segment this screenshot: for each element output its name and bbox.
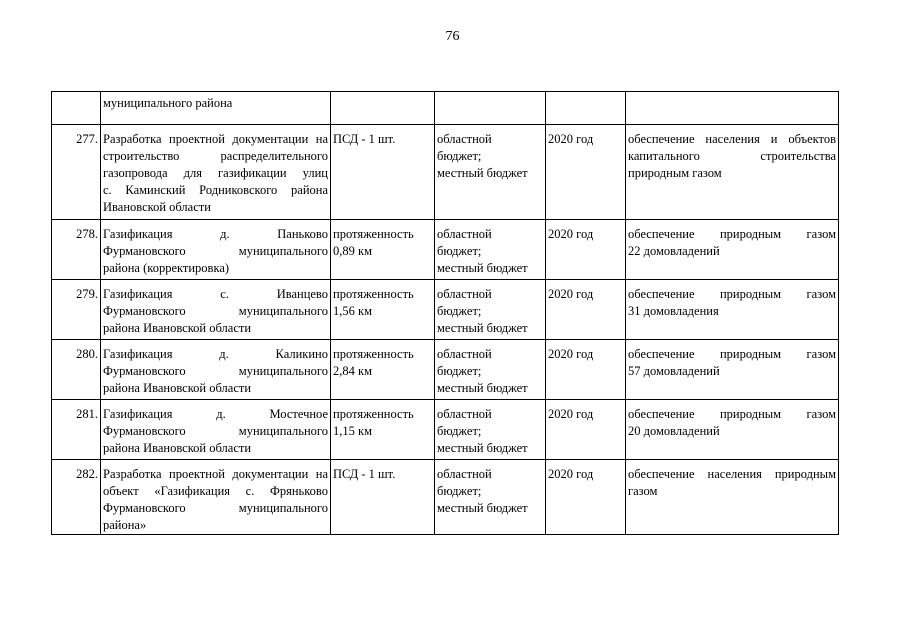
description-line: с. Каминский Родниковского района [103, 183, 328, 197]
row-number: 282. [76, 467, 98, 481]
capacity-line: ПСД - 1 шт. [333, 132, 396, 146]
table-row [52, 460, 839, 535]
description-line: Фурмановского муниципального [103, 364, 328, 378]
table-row [52, 125, 839, 220]
cell-description [101, 92, 331, 125]
capacity-line: протяженность [333, 227, 414, 241]
result-line: 20 домовладений [628, 424, 720, 438]
description-line: района Ивановской области [103, 381, 252, 395]
description-line: района (корректировка) [103, 261, 230, 275]
cell-funding [435, 340, 546, 400]
funding-line: областной [437, 227, 492, 241]
funding-line: бюджет; [437, 244, 482, 258]
cell-description [101, 280, 331, 340]
funding-line: бюджет; [437, 424, 482, 438]
cell-year [546, 92, 626, 125]
description-line: Газификация д. Паньково [103, 227, 328, 241]
cell-result [626, 92, 839, 125]
funding-line: областной [437, 407, 492, 421]
cell-funding [435, 125, 546, 220]
funding-line: областной [437, 287, 492, 301]
description-line: Газификация д. Мостечное [103, 407, 328, 421]
cell-result [626, 280, 839, 340]
year-text: 2020 год [548, 467, 594, 481]
row-number: 281. [76, 407, 98, 421]
cell-capacity [331, 280, 435, 340]
funding-line: местный бюджет [437, 321, 528, 335]
table-row [52, 280, 839, 340]
result-line: обеспечение природным газом [628, 287, 836, 301]
cell-year [546, 280, 626, 340]
cell-num [52, 125, 101, 220]
cell-result [626, 460, 839, 535]
result-line: природным газом [628, 166, 722, 180]
cell-description [101, 400, 331, 460]
cell-funding [435, 460, 546, 535]
result-line: 57 домовладений [628, 364, 720, 378]
description-line: Фурмановского муниципального [103, 424, 328, 438]
result-line: обеспечение природным газом [628, 407, 836, 421]
description-line: Фурмановского муниципального [103, 304, 328, 318]
description-line: Газификация д. Каликино [103, 347, 328, 361]
result-line: обеспечение природным газом [628, 347, 836, 361]
description-line: Ивановской области [103, 200, 211, 214]
year-text: 2020 год [548, 227, 594, 241]
cell-capacity [331, 340, 435, 400]
cell-funding [435, 220, 546, 280]
cell-num [52, 400, 101, 460]
result-line: капитального строительства [628, 149, 836, 163]
description-text: муниципального района [103, 96, 233, 110]
cell-year [546, 220, 626, 280]
cell-funding [435, 92, 546, 125]
cell-num [52, 340, 101, 400]
cell-funding [435, 400, 546, 460]
capacity-line: 0,89 км [333, 244, 372, 258]
capacity-line: протяженность [333, 347, 414, 361]
cell-funding [435, 280, 546, 340]
description-line: строительство распределительного [103, 149, 328, 163]
cell-num [52, 460, 101, 535]
funding-line: бюджет; [437, 149, 482, 163]
cell-capacity [331, 400, 435, 460]
capacity-line: 1,56 км [333, 304, 372, 318]
description-line: газопровода для газификации улиц [103, 166, 328, 180]
description-line: Разработка проектной документации на [103, 467, 328, 481]
page-number: 76 [445, 29, 460, 44]
capacity-line: протяженность [333, 407, 414, 421]
row-number: 280. [76, 347, 98, 361]
table-row [52, 220, 839, 280]
description-line: Разработка проектной документации на [103, 132, 328, 146]
year-text: 2020 год [548, 132, 594, 146]
row-number: 278. [76, 227, 98, 241]
funding-line: областной [437, 467, 492, 481]
result-line: обеспечение населения и объектов [628, 132, 836, 146]
cell-num [52, 220, 101, 280]
capacity-line: ПСД - 1 шт. [333, 467, 396, 481]
table-row [52, 400, 839, 460]
cell-description [101, 125, 331, 220]
cell-capacity [331, 92, 435, 125]
funding-line: местный бюджет [437, 166, 528, 180]
cell-year [546, 400, 626, 460]
cell-description [101, 340, 331, 400]
funding-line: бюджет; [437, 364, 482, 378]
year-text: 2020 год [548, 287, 594, 301]
funding-line: местный бюджет [437, 381, 528, 395]
table-row-continuation [52, 92, 839, 125]
cell-capacity [331, 125, 435, 220]
cell-year [546, 340, 626, 400]
funding-line: бюджет; [437, 304, 482, 318]
program-table [51, 91, 839, 535]
cell-description [101, 460, 331, 535]
row-number: 279. [76, 287, 98, 301]
cell-num [52, 92, 101, 125]
description-line: Фурмановского муниципального [103, 244, 328, 258]
cell-year [546, 460, 626, 535]
year-text: 2020 год [548, 347, 594, 361]
capacity-line: протяженность [333, 287, 414, 301]
description-line: района Ивановской области [103, 321, 252, 335]
result-line: 31 домовладения [628, 304, 719, 318]
result-line: обеспечение населения природным [628, 467, 836, 481]
cell-description [101, 220, 331, 280]
row-number: 277. [76, 132, 98, 146]
table-row [52, 340, 839, 400]
funding-line: местный бюджет [437, 261, 528, 275]
cell-capacity [331, 220, 435, 280]
cell-result [626, 125, 839, 220]
description-line: объект «Газификация с. Фряньково [103, 484, 328, 498]
funding-line: бюджет; [437, 484, 482, 498]
funding-line: областной [437, 132, 492, 146]
cell-result [626, 220, 839, 280]
cell-capacity [331, 460, 435, 535]
table-body [52, 92, 839, 535]
funding-line: областной [437, 347, 492, 361]
description-line: района» [103, 518, 147, 532]
cell-num [52, 280, 101, 340]
cell-result [626, 340, 839, 400]
funding-line: местный бюджет [437, 441, 528, 455]
cell-year [546, 125, 626, 220]
cell-result [626, 400, 839, 460]
capacity-line: 1,15 км [333, 424, 372, 438]
year-text: 2020 год [548, 407, 594, 421]
description-line: района Ивановской области [103, 441, 252, 455]
result-line: газом [628, 484, 658, 498]
funding-line: местный бюджет [437, 501, 528, 515]
description-line: Газификация с. Иванцево [103, 287, 328, 301]
result-line: 22 домовладений [628, 244, 720, 258]
capacity-line: 2,84 км [333, 364, 372, 378]
result-line: обеспечение природным газом [628, 227, 836, 241]
description-line: Фурмановского муниципального [103, 501, 328, 515]
